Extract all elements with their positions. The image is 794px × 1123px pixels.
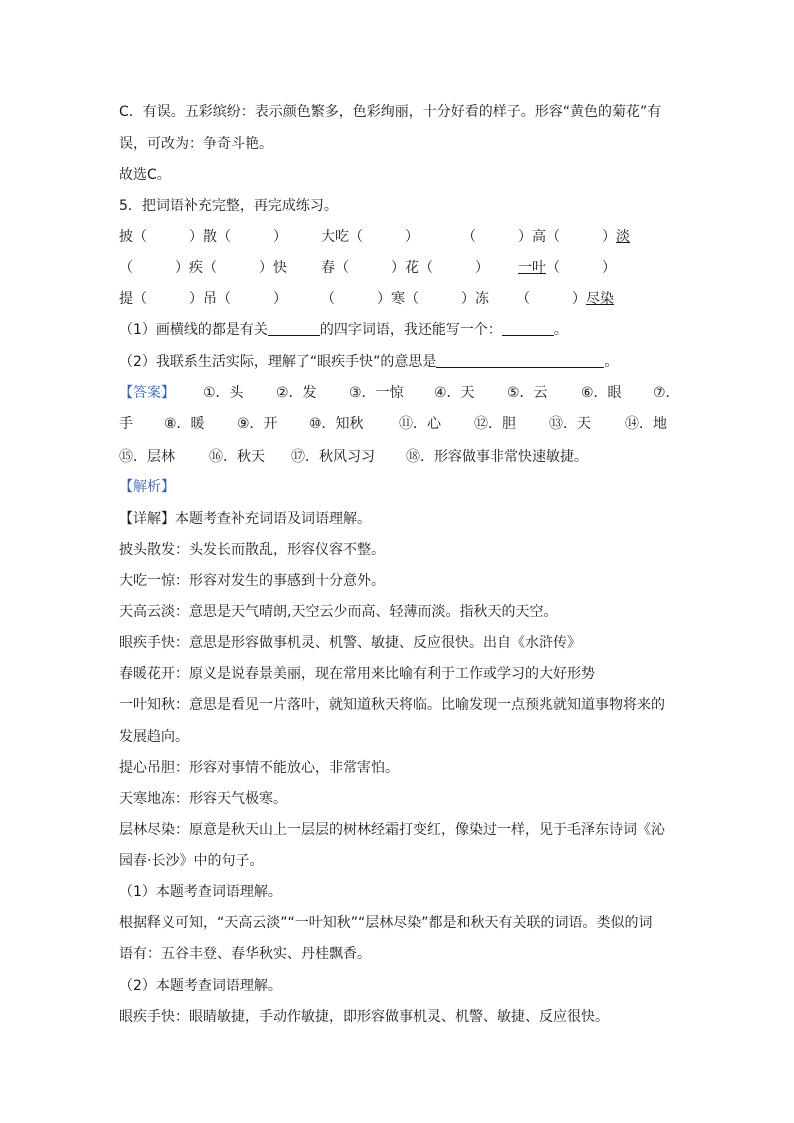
analysis-line: 眼疾手快：意思是形容做事机灵、机警、敏捷、反应很快。出自《水浒传》 (119, 635, 581, 651)
sub-question-1-text-c: 。 (553, 322, 568, 338)
answer-item: ⑯．秋天 (209, 449, 265, 465)
fill-word-7: 提（ ）吊（ ） (119, 291, 287, 307)
answer-item: ⑨．开 (237, 416, 278, 432)
analysis-line: 层林尽染：原意是秋天山上一层层的树林经霜打变红，像染过一样，见于毛泽东诗词《沁 (119, 822, 665, 838)
analysis-line: 眼疾手快：眼睛敏捷，手动作敏捷，即形容做事机灵、机警、敏捷、反应很快。 (119, 1009, 609, 1025)
choose-answer: 故选C。 (119, 167, 171, 183)
fill-word-3 (462, 227, 630, 247)
answer-item: ①．头 (203, 385, 244, 401)
analysis-line: 天高云淡：意思是天气晴朗,天空云少而高、轻薄而淡。指秋天的天空。 (119, 604, 558, 620)
sub-question-1-text-b: 的四字词语，我还能写一个： (319, 322, 502, 338)
fill-word-1: 披（ ）散（ ） (119, 229, 287, 245)
answer-item: ⑩．知秋 (309, 416, 364, 432)
fill-word-9-underlined: 尽染 (586, 291, 614, 307)
question-title: 5．把词语补充完整，再完成练习。 (119, 198, 338, 214)
option-c-line-2: 误，可改为：争奇斗艳。 (119, 136, 273, 152)
analysis-line: （1）本题考查词语理解。 (119, 884, 282, 900)
analysis-line: 语有：五谷丰登、春华秋实、丹桂飘香。 (119, 946, 371, 962)
answer-item: ⑮．层林 (119, 449, 175, 465)
answer-item: ⑥．眼 (581, 385, 622, 401)
fill-word-3-blanks: （ ）高（ ） (462, 229, 616, 245)
answer-blank[interactable] (436, 352, 604, 368)
answer-item: ④．天 (434, 385, 475, 401)
analysis-line: 园春·长沙》中的句子。 (119, 853, 264, 869)
answer-blank[interactable] (502, 320, 554, 336)
answer-item: ⑭．地 (625, 416, 667, 432)
analysis-line: 根据释义可知，“天高云淡”“一叶知秋”“层林尽染”都是和秋天有关联的词语。类似的词 (119, 915, 653, 931)
fill-word-5: 春（ ）花（ ） (321, 260, 489, 276)
analysis-line: 春暖花开：原义是说春景美丽，现在常用来比喻有利于工作或学习的大好形势 (119, 666, 595, 682)
answer-label: 【答案】 (119, 385, 175, 401)
fill-word-6-blanks: （ ） (546, 260, 616, 276)
answer-item: ⑬．天 (549, 416, 591, 432)
analysis-line: 天寒地冻：形容天气极寒。 (119, 791, 287, 807)
analysis-line: 披头散发：头发长而散乱，形容仪容不整。 (119, 542, 385, 558)
fill-word-3-underlined: 淡 (616, 229, 630, 245)
fill-word-6-underlined: 一叶 (518, 260, 546, 276)
fill-word-9-blanks: （ ） (516, 291, 586, 307)
analysis-line: 大吃一惊：形容对发生的事感到十分意外。 (119, 573, 385, 589)
sub-question-1 (119, 320, 694, 340)
sub-question-1-text-a: （1）画横线的都是有关 (119, 322, 268, 338)
answer-item: ②．发 (276, 385, 317, 401)
fill-word-8: （ ）寒（ ）冻 (321, 291, 489, 307)
answer-blank[interactable] (268, 320, 320, 336)
analysis-line: 一叶知秋：意思是看见一片落叶，就知道秋天将临。比喻发现一点预兆就知道事物将来的 (119, 697, 665, 713)
answer-item: ⑧．暖 (164, 416, 205, 432)
sub-question-2-text-b: 。 (604, 354, 619, 370)
analysis-line: 提心吊胆：形容对事情不能放心，非常害怕。 (119, 760, 399, 776)
sub-question-2-text-a: （2）我联系生活实际，理解了“眼疾手快”的意思是 (119, 354, 437, 370)
fill-word-6 (518, 258, 616, 278)
answer-item: ⑪．心 (399, 416, 441, 432)
fill-word-2: 大吃（ ） (321, 229, 419, 245)
option-c-line-1: C．有误。五彩缤纷：表示颜色繁多，色彩绚丽，十分好看的样子。形容“黄色的菊花”有 (119, 104, 662, 120)
answer-item: ⑰．秋风习习 (291, 449, 375, 465)
analysis-line: 发展趋向。 (119, 729, 189, 745)
fill-word-4: （ ）疾（ ）快 (119, 260, 287, 276)
fill-word-9 (516, 289, 614, 309)
answer-item: 手 (119, 416, 133, 432)
answer-item: ⑫．胆 (474, 416, 516, 432)
analysis-line: 【详解】本题考查补充词语及词语理解。 (119, 511, 371, 527)
answer-item: ⑦． (653, 385, 680, 401)
answer-item: ⑤．云 (507, 385, 548, 401)
analysis-line: （2）本题考查词语理解。 (119, 978, 282, 994)
answer-item: ③．一惊 (349, 385, 404, 401)
analysis-label: 【解析】 (119, 479, 175, 495)
sub-question-2 (119, 352, 694, 372)
answer-item: ⑱．形容做事非常快速敏捷。 (406, 449, 588, 465)
